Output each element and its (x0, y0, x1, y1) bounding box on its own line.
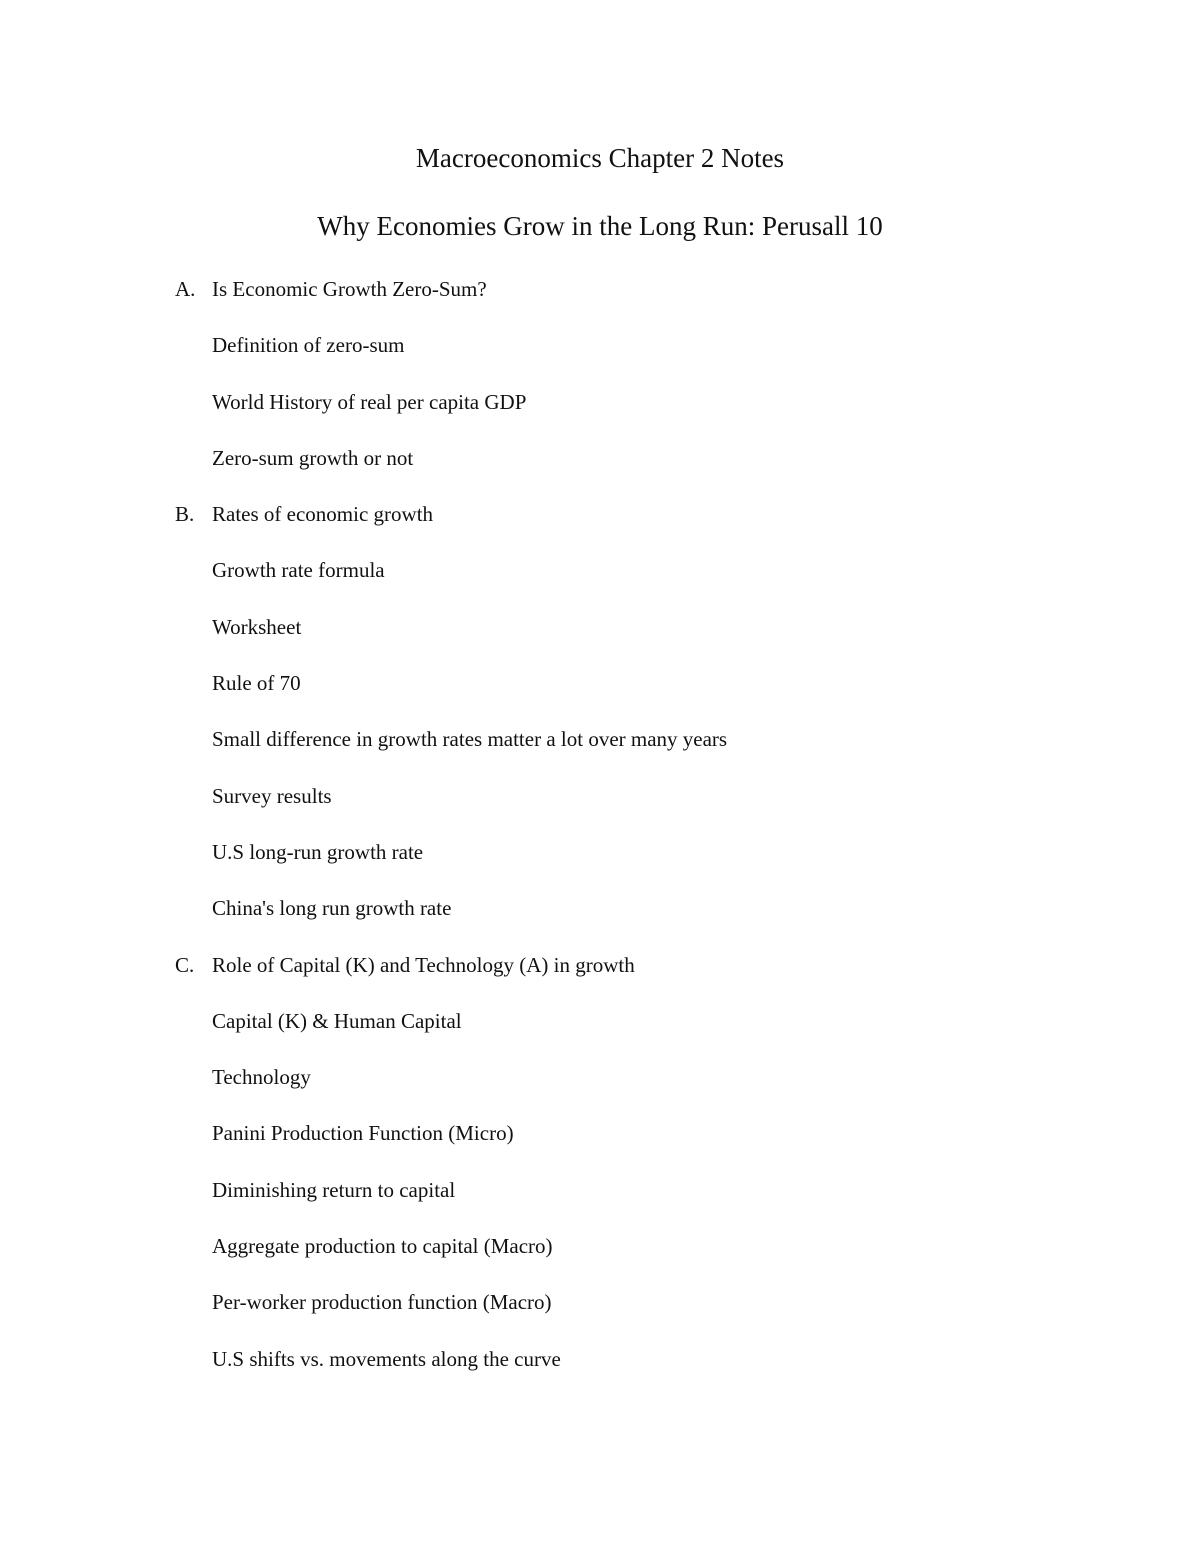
outline-item-text: Definition of zero-sum (212, 333, 405, 358)
outline-item-text: Technology (212, 1065, 311, 1090)
section-marker: A. (175, 277, 196, 301)
outline-item (0, 893, 1200, 949)
outline-item (0, 724, 1200, 780)
notes-outline (0, 274, 1200, 1400)
outline-item-text: Diminishing return to capital (212, 1177, 456, 1202)
outline-item (0, 668, 1200, 724)
section-marker: B. (175, 502, 195, 527)
outline-item (0, 1287, 1200, 1343)
section-heading: Is Economic Growth Zero-Sum? (212, 277, 487, 301)
outline-item (0, 387, 1200, 443)
outline-item (0, 1175, 1200, 1231)
outline-section-b (0, 499, 1200, 555)
outline-item-text: Survey results (212, 783, 332, 808)
outline-item-text: Aggregate production to capital (Macro) (212, 1234, 553, 1259)
outline-item (0, 612, 1200, 668)
section-marker: C. (175, 952, 195, 977)
outline-item-text: Growth rate formula (212, 558, 385, 583)
outline-item (0, 781, 1200, 837)
outline-item-text: World History of real per capita GDP (212, 389, 527, 414)
outline-item (0, 837, 1200, 893)
outline-item-text: Panini Production Function (Micro) (212, 1121, 514, 1146)
outline-item-text: U.S shifts vs. movements along the curve (212, 1346, 561, 1371)
outline-item-text: Rule of 70 (212, 671, 301, 696)
outline-item (0, 555, 1200, 611)
outline-item-text: Small difference in growth rates matter a lot over many years (212, 727, 728, 752)
outline-item (0, 443, 1200, 499)
outline-item (0, 1062, 1200, 1118)
outline-item-text: Per-worker production function (Macro) (212, 1290, 552, 1315)
outline-item-text: Capital (K) & Human Capital (212, 1008, 462, 1033)
document-title: Macroeconomics Chapter 2 Notes (415, 143, 785, 173)
document-subtitle: Why Economies Grow in the Long Run: Perusall 10 (317, 211, 883, 241)
outline-item (0, 1231, 1200, 1287)
section-heading: Rates of economic growth (212, 502, 434, 527)
outline-item (0, 330, 1200, 386)
outline-item-text: Worksheet (212, 614, 302, 639)
outline-item-text: China's long run growth rate (212, 896, 452, 921)
outline-section-a (0, 274, 1200, 330)
outline-item (0, 1344, 1200, 1400)
outline-section-c (0, 950, 1200, 1006)
outline-item-text: Zero-sum growth or not (212, 445, 414, 470)
outline-item-text: U.S long-run growth rate (212, 839, 424, 864)
outline-item (0, 1006, 1200, 1062)
outline-item (0, 1118, 1200, 1174)
section-heading: Role of Capital (K) and Technology (A) in growth (212, 952, 635, 977)
